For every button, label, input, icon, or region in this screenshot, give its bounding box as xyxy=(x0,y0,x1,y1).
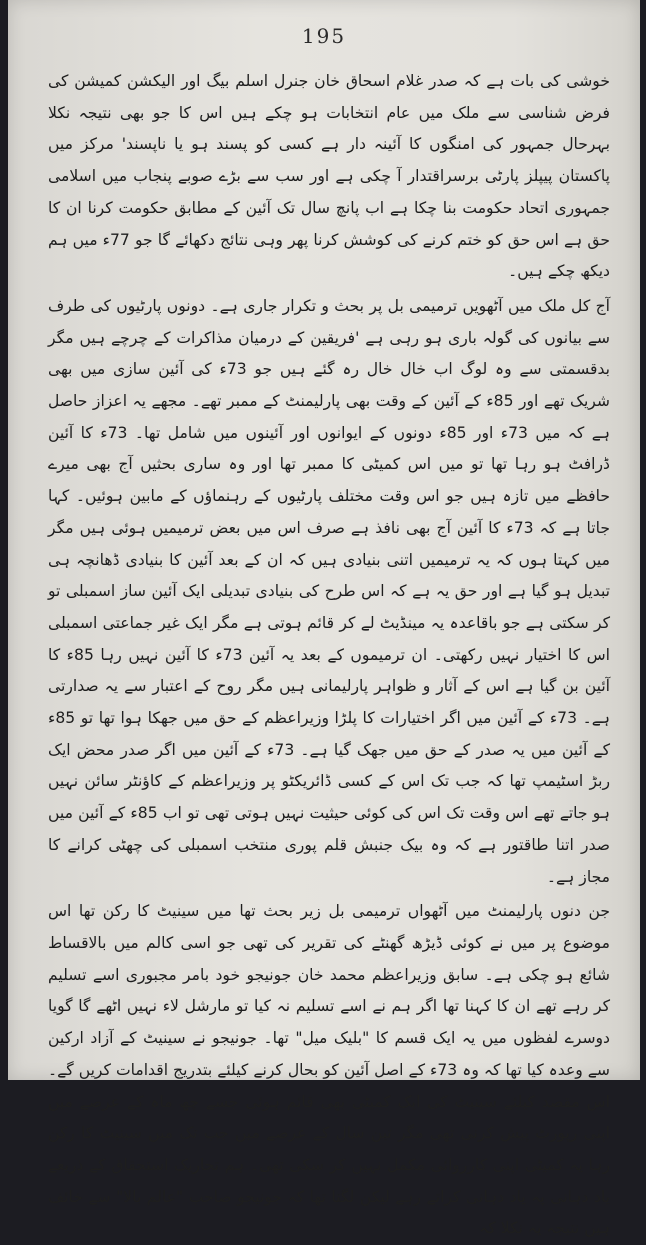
paragraph-1: خوشی کی بات ہے کہ صدر غلام اسحاق خان جنرل اسلم بیگ اور الیکشن کمیشن کی فرض شناسی سے ملک میں عام انتخابات ہو چکے ہیں اس کا جو بھی نتیجہ نکلا بہرحال جمہور کی امنگوں کا آئینہ دار ہے کسی کو پسند ہو یا ناپسند' مرکز میں پاکستان پیپلز پارٹی برسراقتدار آ چکی ہے اور سب سے بڑے صوبے پنجاب میں اسلامی جمہوری اتحاد حکومت بنا چکا ہے اب پانچ سال تک آئین کے مطابق حکومت کرنا ان کا حق ہے اس حق کو ختم کرنے کی کوشش کرنا پھر وہی نتائج دکھائے گا جو 77ء میں ہم دیکھ چکے ہیں۔ xyxy=(48,72,610,281)
paragraph-3: جن دنوں پارلیمنٹ میں آٹھواں ترمیمی بل زیر بحث تھا میں سینیٹ کا رکن تھا اس موضوع پر میں نے کوئی ڈیڑھ گھنٹے کی تقریر کی تھی جو اسی کالم میں بالاقساط شائع ہو چکی ہے۔ سابق وزیراعظم محمد خان جونیجو خود بامر مجبوری اسے تسلیم کر رہے تھے ان کا کہنا تھا اگر ہم نے اسے تسلیم نہ کیا تو مارشل لاء نہیں اٹھے گا گویا دوسرے لفظوں میں یہ ایک قسم کا "بلیک میل" تھا۔ جونیجو نے سینیٹ کے آزاد ارکین سے وعدہ کیا تھا کہ وہ 73ء کے اصل آئین کو بحال کرنے کیلئے بتدریج اقدامات کریں گے۔ اس مقصد کیلئے سینیٹ کی ایک کمیٹی بھی قائم ہوئی جسے چھ ماہ کے عرصے میں اپنی رپورٹ پیش کرنی تھی مگر تین سال کے عرصے میں جب تک میں سینیٹ کا رکن رہا یہ کمیٹی اپنی کارروائی مکمل نہیں کر سکی تھی۔ ہم تحاریک استحقاق کے ذریعے یاد دہانی پہ یاد دہانی کراتے رہے لیکن لگتا تھا کہ جونیجو صاحب "عالم بالا" سے خائف ہیں نتیجہ یہ نکلا کہ xyxy=(48,902,610,1238)
page-number: 195 xyxy=(301,24,347,48)
body-text xyxy=(48,66,610,1245)
book-page xyxy=(8,0,640,1238)
paragraph-2: آج کل ملک میں آٹھویں ترمیمی بل پر بحث و تکرار جاری ہے۔ دونوں پارٹیوں کی طرف سے بیانوں کی گولہ باری ہو رہی ہے 'فریقین کے درمیان مذاکرات کے چرچے ہیں مگر بدقسمتی سے وہ لوگ اب خال خال رہ گئے ہیں جو 73ء کی آئین سازی میں بھی شریک تھے اور 85ء کے آئین کے وقت بھی پارلیمنٹ کے ممبر تھے۔ مجھے یہ اعزاز حاصل ہے کہ میں 73ء اور 85ء دونوں کے ایوانوں اور آئینوں میں شامل تھا۔ 73ء کا آئین ڈرافٹ ہو رہا تھا تو میں اس کمیٹی کا ممبر تھا اور وہ ساری بحثیں آج بھی میرے حافظے میں تازہ ہیں جو اس وقت مختلف پارٹیوں کے رہنماؤں کے مابین ہوئیں۔ کہا جاتا ہے کہ 73ء کا آئین آج بھی نافذ ہے صرف اس میں بعض ترمیمیں ہوئی ہیں مگر میں کہتا ہوں کہ یہ ترمیمیں اتنی بنیادی ہیں کہ ان کے بعد آئین کا بنیادی ڈھانچہ ہی تبدیل ہو گیا ہے اور حق یہ ہے کہ اس طرح کی بنیادی تبدیلی ایک آئین ساز اسمبلی تو کر سکتی ہے جو باقاعدہ یہ مینڈیٹ لے کر قائم ہوتی ہے مگر ایک غیر جماعتی اسمبلی اس کا اختیار نہیں رکھتی۔ ان ترمیموں کے بعد یہ آئین 73ء کا آئین نہیں رہا 85ء کا آئین بن گیا ہے اس کے آثار و ظواہر پارلیمانی ہیں مگر روح کے اعتبار سے یہ صدارتی ہے۔ 73ء کے آئین میں اگر اختیارات کا پلڑا وزیراعظم کے حق میں جھکا ہوا تھا تو 85ء کے آئین میں یہ صدر کے حق میں جھک گیا ہے۔ 73ء کے آئین میں اگر صدر محض ایک ربڑ اسٹیمپ تھا کہ جب تک اس کے کسی ڈائریکٹو پر وزیراعظم کے کاؤنٹر سائن نہیں ہو جاتے تھے اس وقت تک اس کی کوئی حیثیت نہیں ہوتی تھی تو اب 85ء کے آئین میں صدر اتنا طاقتور ہے کہ وہ بیک جنبش قلم پوری منتخب اسمبلی کی چھٹی کرانے کا مجاز ہے۔ xyxy=(48,296,611,886)
